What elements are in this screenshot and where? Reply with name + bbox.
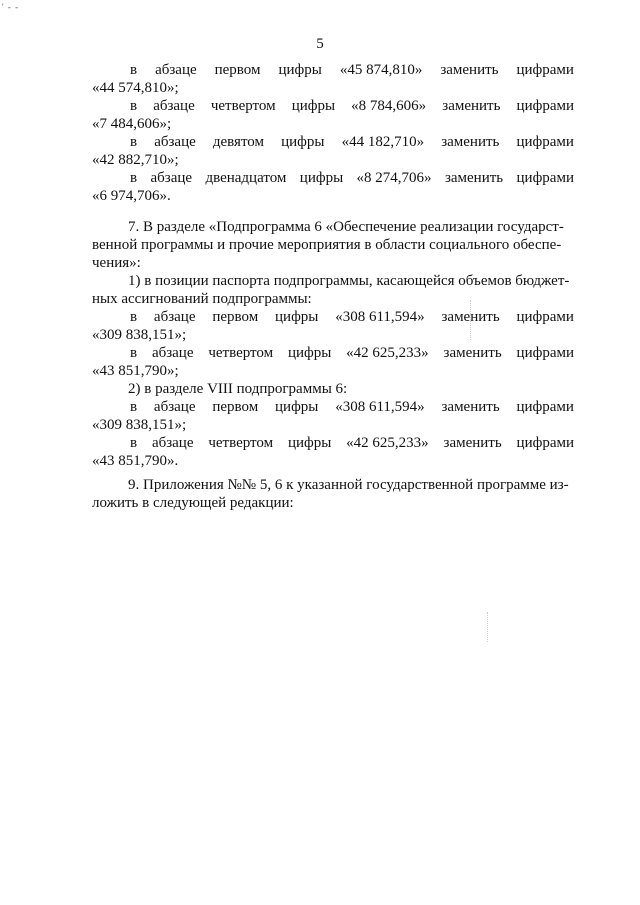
old-value: «308 611,594» [335, 309, 425, 325]
new-value: «43 851,790»; [92, 363, 179, 379]
word: в [130, 435, 138, 451]
word: в [130, 170, 138, 186]
replacement-line [92, 308, 574, 326]
old-value: «42 625,233» [346, 345, 429, 361]
word: в [130, 134, 138, 150]
replacement-line [92, 169, 574, 187]
item7-line3: чения»: [92, 255, 141, 271]
word: четвертом [208, 435, 274, 451]
word: абзаце [153, 309, 196, 325]
word: в [130, 399, 138, 415]
old-value: «45 874,810» [339, 62, 423, 78]
old-value: «44 182,710» [341, 134, 425, 150]
word: абзаце [155, 62, 197, 78]
old-value: «8 274,706» [356, 170, 432, 186]
word: цифры [278, 62, 322, 78]
page-number: 5 [316, 36, 324, 52]
word: четвертом [210, 98, 276, 114]
word: заменить [443, 435, 502, 451]
word: в [130, 345, 138, 361]
word: цифрами [516, 435, 574, 451]
word: цифры [281, 134, 325, 150]
replacement-line [92, 61, 574, 79]
word: абзаце [151, 345, 194, 361]
word: цифрами [516, 309, 574, 325]
word: абзаце [153, 399, 196, 415]
new-value: «42 882,710»; [92, 152, 179, 168]
word: цифры [287, 435, 332, 451]
new-value: «309 838,151»; [92, 327, 187, 343]
scan-artifact [470, 300, 471, 340]
word: заменить [443, 345, 502, 361]
replacement-line [92, 398, 574, 416]
word: цифры [275, 309, 319, 325]
item7 [92, 218, 574, 470]
word: цифрами [516, 399, 574, 415]
word: первом [214, 62, 261, 78]
word: в [130, 62, 138, 78]
word: абзаце [154, 134, 196, 150]
new-value: «43 851,790». [92, 453, 179, 469]
word: цифры [291, 98, 336, 114]
old-value: «308 611,594» [335, 399, 425, 415]
item7-line1: 7. В разделе «Подпрограмма 6 «Обеспечение реализации государст- [128, 219, 564, 235]
word: двенадцатом [205, 170, 287, 186]
section6-replacements [92, 61, 574, 205]
old-value: «8 784,606» [351, 98, 427, 114]
sub1-line2: ных ассигнований подпрограммы: [92, 291, 312, 307]
word: цифрами [516, 98, 574, 114]
scan-artifact [487, 612, 488, 642]
word: абзаце [153, 98, 195, 114]
replacement-line [92, 434, 574, 452]
word: цифры [299, 170, 344, 186]
word: абзаце [151, 435, 194, 451]
item9-line2: ложить в следующей редакции: [92, 495, 294, 511]
item9 [92, 476, 574, 512]
word: в [130, 98, 138, 114]
word: заменить [442, 98, 501, 114]
word: заменить [441, 399, 500, 415]
word: цифрами [516, 170, 574, 186]
scan-mark: ' - - [2, 2, 20, 12]
replacement-line [92, 133, 574, 151]
word: заменить [441, 134, 500, 150]
new-value: «44 574,810»; [92, 80, 179, 96]
item9-line1: 9. Приложения №№ 5, 6 к указанной государственной программе из- [128, 477, 569, 493]
word: заменить [440, 62, 499, 78]
new-value: «6 974,706». [92, 188, 171, 204]
replacement-line [92, 97, 574, 115]
word: цифры [275, 399, 319, 415]
new-value: «7 484,606»; [92, 116, 172, 132]
word: первом [212, 309, 259, 325]
word: абзаце [150, 170, 193, 186]
sub2-line1: 2) в разделе VIII подпрограммы 6: [128, 381, 348, 397]
new-value: «309 838,151»; [92, 417, 187, 433]
old-value: «42 625,233» [346, 435, 429, 451]
item7-line2: венной программы и прочие мероприятия в области социального обеспе- [92, 237, 562, 253]
word: цифрами [516, 62, 574, 78]
word: девятом [212, 134, 265, 150]
word: в [130, 309, 138, 325]
word: заменить [444, 170, 504, 186]
word: цифры [287, 345, 332, 361]
word: первом [212, 399, 259, 415]
word: цифрами [516, 134, 574, 150]
word: заменить [441, 309, 500, 325]
word: четвертом [208, 345, 274, 361]
sub1-line1: 1) в позиции паспорта подпрограммы, касающейся объемов бюджет- [128, 273, 570, 289]
replacement-line [92, 344, 574, 362]
word: цифрами [516, 345, 574, 361]
